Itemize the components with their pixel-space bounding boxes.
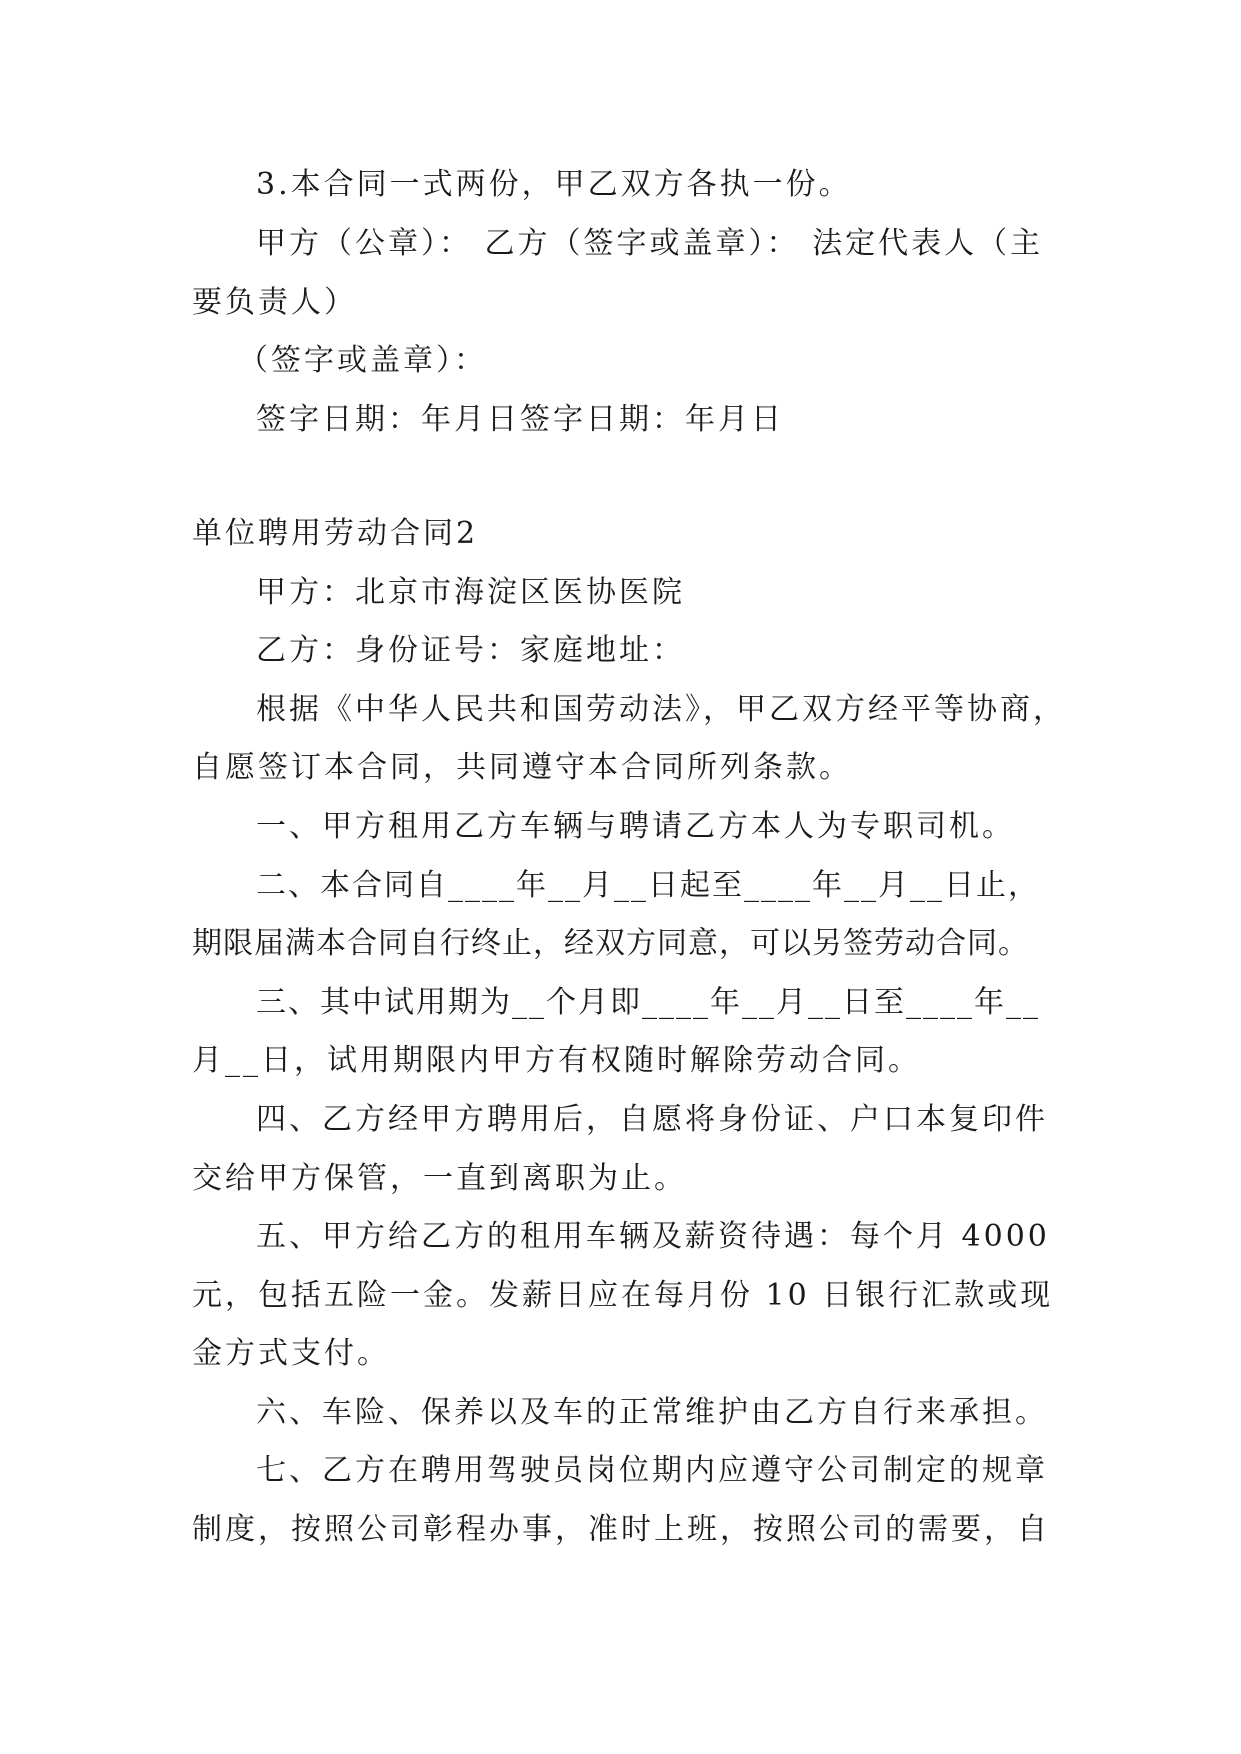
paragraph-line: 五、甲方给乙方的租用车辆及薪资待遇：每个月 4000 <box>256 1219 1050 1254</box>
paragraph-line: 七、乙方在聘用驾驶员岗位期内应遵守公司制定的规章 <box>256 1453 1048 1488</box>
paragraph-line: 金方式支付。 <box>192 1336 390 1371</box>
paragraph-line: 六、车险、保养以及车的正常维护由乙方自行来承担。 <box>256 1395 1048 1430</box>
paragraph-line: 乙方：身份证号：家庭地址： <box>256 633 685 668</box>
paragraph-line: 签字日期：年月日签字日期：年月日 <box>256 402 784 437</box>
paragraph-line: 一、甲方租用乙方车辆与聘请乙方本人为专职司机。 <box>256 809 1015 844</box>
section-title: 单位聘用劳动合同2 <box>192 516 479 551</box>
paragraph-line: 三、其中试用期为__个月即____年__月__日至____年__ <box>256 985 1040 1020</box>
paragraph-line: 甲方（公章）： 乙方（签字或盖章）： 法定代表人（主 <box>256 226 1044 261</box>
paragraph-line: 四、乙方经甲方聘用后，自愿将身份证、户口本复印件 <box>256 1102 1048 1137</box>
paragraph-line: 月__日，试用期限内甲方有权随时解除劳动合同。 <box>192 1043 921 1078</box>
paragraph-line: 期限届满本合同自行终止，经双方同意，可以另签劳动合同。 <box>192 926 1029 961</box>
paragraph-line: 制度，按照公司彰程办事，准时上班，按照公司的需要，自 <box>192 1512 1050 1547</box>
paragraph-line: （签字或盖章）： <box>238 343 487 378</box>
paragraph-line: 根据《中华人民共和国劳动法》，甲乙双方经平等协商， <box>256 692 1066 727</box>
paragraph-line: 自愿签订本合同，共同遵守本合同所列条款。 <box>192 750 852 785</box>
paragraph-line: 交给甲方保管，一直到离职为止。 <box>192 1161 687 1196</box>
paragraph-line: 甲方：北京市海淀区医协医院 <box>256 575 685 610</box>
paragraph-line: 要负责人） <box>192 285 357 320</box>
paragraph-line: 3.本合同一式两份，甲乙双方各执一份。 <box>256 167 852 202</box>
paragraph-line: 元，包括五险一金。发薪日应在每月份 10 日银行汇款或现 <box>192 1278 1054 1313</box>
paragraph-line: 二、本合同自____年__月__日起至____年__月__日止， <box>256 868 1040 903</box>
